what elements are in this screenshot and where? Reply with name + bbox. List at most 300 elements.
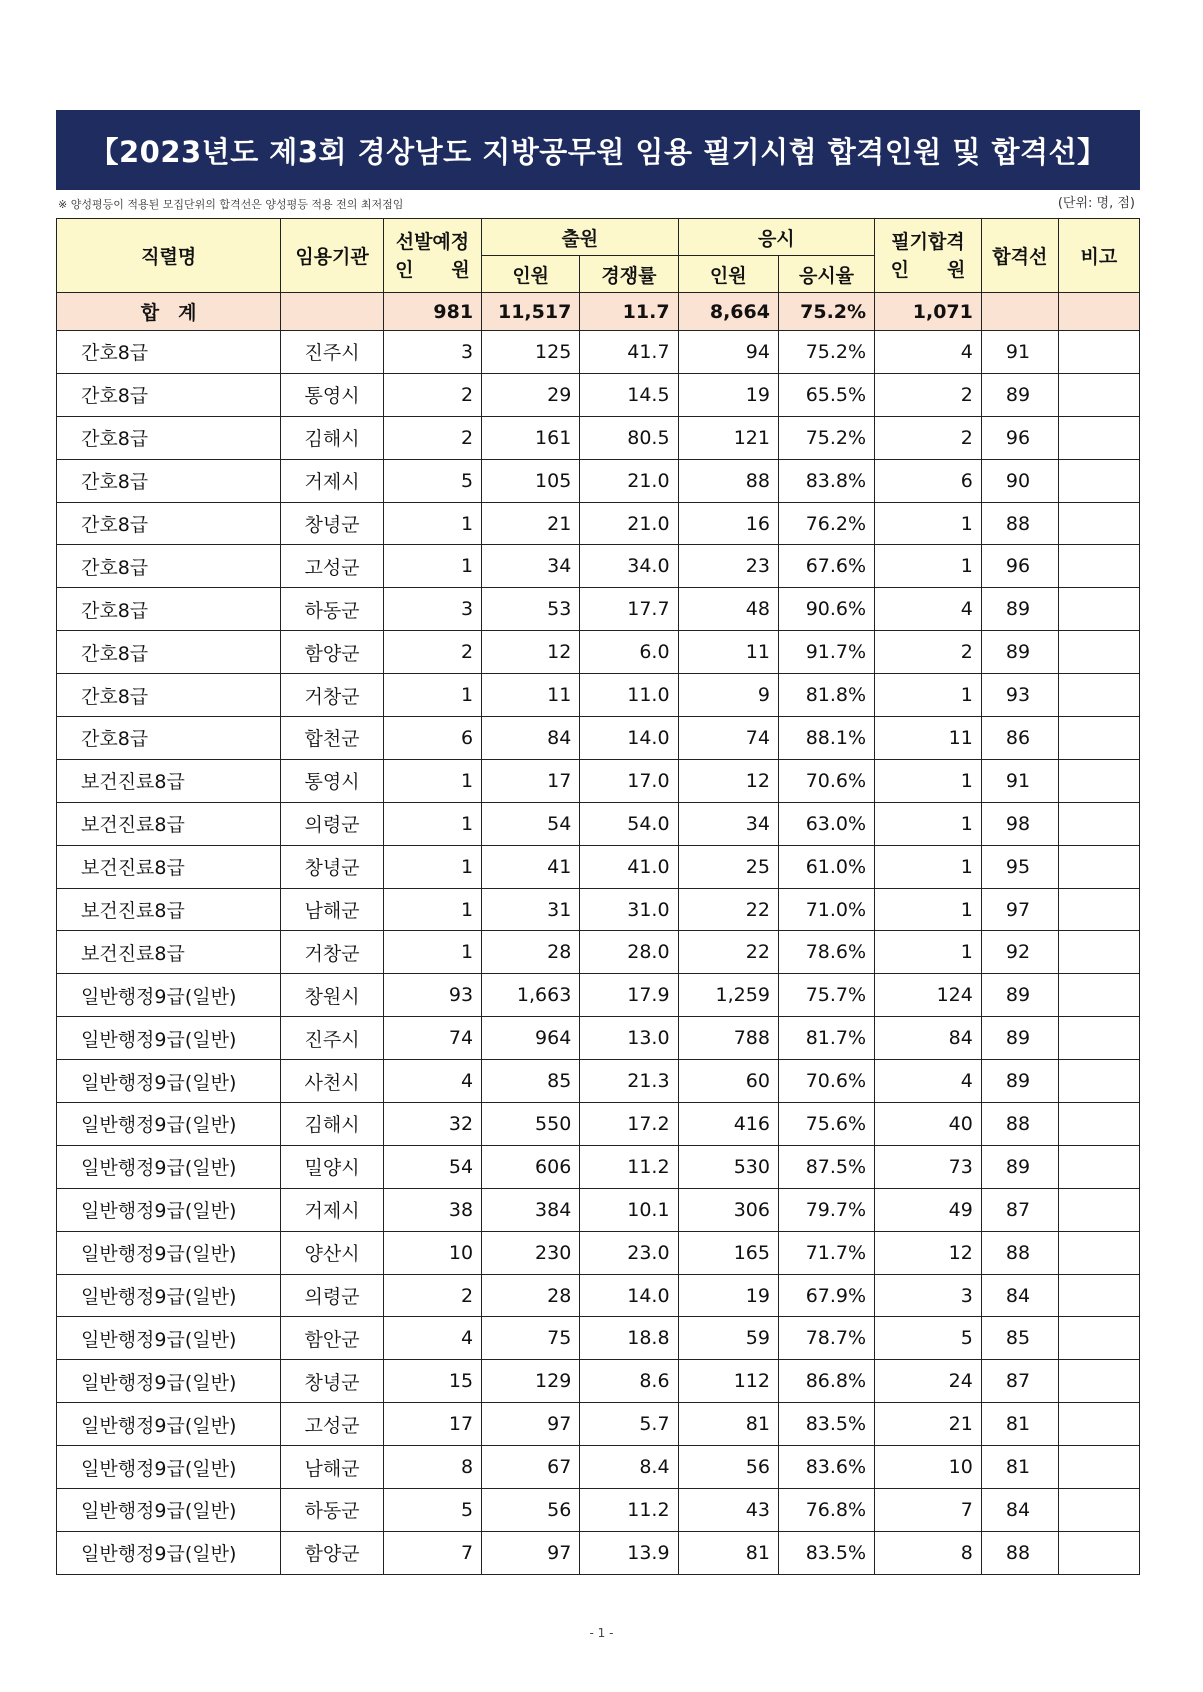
table-row: [57, 974, 1140, 1017]
cell-remarks: [1058, 802, 1139, 845]
cell-took: 11: [678, 631, 778, 674]
cell-passed: 1: [875, 545, 982, 588]
cell-took-rate: 87.5%: [778, 1145, 874, 1188]
cell-took-rate: 83.5%: [778, 1531, 874, 1574]
header-remarks: 비고: [1058, 219, 1139, 293]
cell-agency: 거제시: [281, 459, 384, 502]
cell-planned: 2: [383, 631, 481, 674]
cell-remarks: [1058, 373, 1139, 416]
cell-remarks: [1058, 1231, 1139, 1274]
cell-agency: 거창군: [281, 674, 384, 717]
cell-remarks: [1058, 1103, 1139, 1146]
cell-cutoff: 81: [981, 1446, 1058, 1489]
cell-passed: 1: [875, 674, 982, 717]
page-title: 【2023년도 제3회 경상남도 지방공무원 임용 필기시험 합격인원 및 합격선】: [56, 110, 1140, 190]
cell-competition: 21.0: [580, 459, 678, 502]
cell-took: 306: [678, 1188, 778, 1231]
table-row: [57, 717, 1140, 760]
table-row: [57, 1017, 1140, 1060]
table-row: [57, 759, 1140, 802]
cell-applied: 11: [482, 674, 580, 717]
table-row: [57, 888, 1140, 931]
cell-passed: 8: [875, 1531, 982, 1574]
cell-competition: 17.9: [580, 974, 678, 1017]
footnote: ※ 양성평등이 적용된 모집단위의 합격선은 양성평등 적용 전의 최저점임: [58, 198, 404, 211]
cell-took-rate: 75.7%: [778, 974, 874, 1017]
cell-planned: 17: [383, 1403, 481, 1446]
cell-remarks: [1058, 931, 1139, 974]
total-label: 합 계: [57, 293, 281, 331]
cell-took-rate: 83.6%: [778, 1446, 874, 1489]
cell-planned: 5: [383, 1489, 481, 1532]
cell-agency: 의령군: [281, 1274, 384, 1317]
cell-remarks: [1058, 502, 1139, 545]
unit-label: (단위: 명, 점): [1057, 196, 1135, 211]
cell-position: 일반행정9급(일반): [57, 1489, 281, 1532]
cell-passed: 1: [875, 845, 982, 888]
cell-remarks: [1058, 459, 1139, 502]
cell-agency: 하동군: [281, 588, 384, 631]
cell-cutoff: 89: [981, 631, 1058, 674]
cell-planned: 1: [383, 674, 481, 717]
cell-took: 81: [678, 1403, 778, 1446]
cell-cutoff: 87: [981, 1360, 1058, 1403]
cell-agency: 의령군: [281, 802, 384, 845]
cell-applied: 125: [482, 331, 580, 374]
cell-remarks: [1058, 1188, 1139, 1231]
cell-competition: 14.0: [580, 1274, 678, 1317]
table-row: [57, 545, 1140, 588]
cell-cutoff: 84: [981, 1489, 1058, 1532]
cell-took-rate: 65.5%: [778, 373, 874, 416]
cell-took: 48: [678, 588, 778, 631]
cell-took-rate: 90.6%: [778, 588, 874, 631]
cell-competition: 54.0: [580, 802, 678, 845]
table-row: [57, 931, 1140, 974]
cell-remarks: [1058, 416, 1139, 459]
cell-took: 60: [678, 1060, 778, 1103]
cell-applied: 12: [482, 631, 580, 674]
cell-cutoff: 86: [981, 717, 1058, 760]
cell-applied: 17: [482, 759, 580, 802]
cell-took: 16: [678, 502, 778, 545]
cell-passed: 3: [875, 1274, 982, 1317]
cell-planned: 2: [383, 373, 481, 416]
cell-position: 일반행정9급(일반): [57, 1403, 281, 1446]
cell-took: 9: [678, 674, 778, 717]
cell-remarks: [1058, 631, 1139, 674]
cell-applied: 97: [482, 1531, 580, 1574]
cell-agency: 진주시: [281, 331, 384, 374]
cell-position: 일반행정9급(일반): [57, 1060, 281, 1103]
cell-took-rate: 76.8%: [778, 1489, 874, 1532]
cell-agency: 창녕군: [281, 502, 384, 545]
cell-took: 12: [678, 759, 778, 802]
cell-took-rate: 67.6%: [778, 545, 874, 588]
cell-took: 22: [678, 888, 778, 931]
table-row: [57, 1489, 1140, 1532]
cell-cutoff: 87: [981, 1188, 1058, 1231]
cell-took-rate: 71.7%: [778, 1231, 874, 1274]
cell-applied: 54: [482, 802, 580, 845]
cell-took: 56: [678, 1446, 778, 1489]
cell-cutoff: 88: [981, 1103, 1058, 1146]
cell-took-rate: 88.1%: [778, 717, 874, 760]
cell-took: 88: [678, 459, 778, 502]
cell-took-rate: 81.7%: [778, 1017, 874, 1060]
cell-passed: 84: [875, 1017, 982, 1060]
cell-passed: 11: [875, 717, 982, 760]
cell-passed: 5: [875, 1317, 982, 1360]
cell-position: 보건진료8급: [57, 759, 281, 802]
cell-took: 788: [678, 1017, 778, 1060]
total-took: 8,664: [678, 293, 778, 331]
table-row: [57, 1231, 1140, 1274]
cell-took-rate: 63.0%: [778, 802, 874, 845]
cell-cutoff: 96: [981, 545, 1058, 588]
cell-remarks: [1058, 545, 1139, 588]
cell-remarks: [1058, 717, 1139, 760]
cell-planned: 1: [383, 888, 481, 931]
cell-cutoff: 85: [981, 1317, 1058, 1360]
cell-applied: 84: [482, 717, 580, 760]
cell-applied: 53: [482, 588, 580, 631]
cell-passed: 1: [875, 759, 982, 802]
cell-passed: 40: [875, 1103, 982, 1146]
cell-took: 1,259: [678, 974, 778, 1017]
table-row: [57, 588, 1140, 631]
header-applied-count: 인원: [482, 256, 580, 293]
cell-applied: 28: [482, 931, 580, 974]
cell-remarks: [1058, 759, 1139, 802]
cell-passed: 1: [875, 802, 982, 845]
cell-planned: 6: [383, 717, 481, 760]
cell-remarks: [1058, 331, 1139, 374]
cell-took-rate: 83.8%: [778, 459, 874, 502]
cell-applied: 29: [482, 373, 580, 416]
cell-planned: 10: [383, 1231, 481, 1274]
cell-remarks: [1058, 674, 1139, 717]
cell-remarks: [1058, 845, 1139, 888]
cell-competition: 5.7: [580, 1403, 678, 1446]
cell-position: 일반행정9급(일반): [57, 1145, 281, 1188]
table-row: [57, 1360, 1140, 1403]
cell-remarks: [1058, 1531, 1139, 1574]
cell-agency: 진주시: [281, 1017, 384, 1060]
cell-position: 간호8급: [57, 631, 281, 674]
cell-competition: 41.7: [580, 331, 678, 374]
header-planned: [383, 219, 481, 293]
cell-agency: 하동군: [281, 1489, 384, 1532]
cell-applied: 161: [482, 416, 580, 459]
table-row: [57, 331, 1140, 374]
table-row: [57, 845, 1140, 888]
cell-position: 간호8급: [57, 373, 281, 416]
cell-competition: 17.2: [580, 1103, 678, 1146]
cell-cutoff: 95: [981, 845, 1058, 888]
cell-took: 22: [678, 931, 778, 974]
cell-took-rate: 78.6%: [778, 931, 874, 974]
cell-remarks: [1058, 1489, 1139, 1532]
cell-remarks: [1058, 1060, 1139, 1103]
cell-cutoff: 93: [981, 674, 1058, 717]
cell-competition: 14.0: [580, 717, 678, 760]
cell-agency: 김해시: [281, 416, 384, 459]
header-passed-line2: 인 원: [890, 258, 966, 281]
total-remarks: [1058, 293, 1139, 331]
cell-cutoff: 88: [981, 502, 1058, 545]
cell-agency: 창녕군: [281, 845, 384, 888]
cell-passed: 21: [875, 1403, 982, 1446]
cell-passed: 1: [875, 502, 982, 545]
cell-competition: 31.0: [580, 888, 678, 931]
header-cutoff: 합격선: [981, 219, 1058, 293]
total-agency: [281, 293, 384, 331]
cell-passed: 1: [875, 888, 982, 931]
cell-took: 19: [678, 1274, 778, 1317]
cell-passed: 73: [875, 1145, 982, 1188]
cell-agency: 함양군: [281, 631, 384, 674]
cell-remarks: [1058, 1274, 1139, 1317]
cell-applied: 230: [482, 1231, 580, 1274]
cell-agency: 창원시: [281, 974, 384, 1017]
cell-planned: 54: [383, 1145, 481, 1188]
table-row: [57, 416, 1140, 459]
cell-applied: 75: [482, 1317, 580, 1360]
cell-applied: 964: [482, 1017, 580, 1060]
cell-competition: 41.0: [580, 845, 678, 888]
header-took-count: 인원: [678, 256, 778, 293]
cell-cutoff: 89: [981, 974, 1058, 1017]
cell-competition: 11.2: [580, 1489, 678, 1532]
cell-took: 112: [678, 1360, 778, 1403]
cell-took: 165: [678, 1231, 778, 1274]
cell-passed: 124: [875, 974, 982, 1017]
cell-competition: 28.0: [580, 931, 678, 974]
table-row: [57, 1103, 1140, 1146]
cell-planned: 8: [383, 1446, 481, 1489]
cell-planned: 7: [383, 1531, 481, 1574]
cell-planned: 32: [383, 1103, 481, 1146]
cell-position: 일반행정9급(일반): [57, 1446, 281, 1489]
table-row: [57, 1317, 1140, 1360]
total-applied: 11,517: [482, 293, 580, 331]
table-row: [57, 1403, 1140, 1446]
cell-took: 530: [678, 1145, 778, 1188]
header-applied: 출원: [482, 219, 679, 256]
cell-applied: 550: [482, 1103, 580, 1146]
cell-agency: 함양군: [281, 1531, 384, 1574]
cell-took-rate: 70.6%: [778, 759, 874, 802]
cell-remarks: [1058, 1403, 1139, 1446]
header-planned-line2: 인 원: [395, 258, 470, 281]
cell-cutoff: 97: [981, 888, 1058, 931]
cell-took-rate: 75.6%: [778, 1103, 874, 1146]
cell-took: 121: [678, 416, 778, 459]
cell-passed: 2: [875, 416, 982, 459]
table-row: [57, 1446, 1140, 1489]
header-took: 응시: [678, 219, 875, 256]
header-position: 직렬명: [57, 219, 281, 293]
cell-took-rate: 75.2%: [778, 416, 874, 459]
cell-position: 일반행정9급(일반): [57, 1531, 281, 1574]
cell-position: 일반행정9급(일반): [57, 1231, 281, 1274]
cell-position: 간호8급: [57, 416, 281, 459]
cell-competition: 21.3: [580, 1060, 678, 1103]
cell-took-rate: 79.7%: [778, 1188, 874, 1231]
cell-took: 81: [678, 1531, 778, 1574]
cell-position: 일반행정9급(일반): [57, 974, 281, 1017]
cell-planned: 5: [383, 459, 481, 502]
cell-cutoff: 88: [981, 1531, 1058, 1574]
total-row: [57, 293, 1140, 331]
cell-planned: 93: [383, 974, 481, 1017]
header-agency: 임용기관: [281, 219, 384, 293]
cell-cutoff: 98: [981, 802, 1058, 845]
cell-planned: 15: [383, 1360, 481, 1403]
cell-cutoff: 91: [981, 331, 1058, 374]
cell-remarks: [1058, 588, 1139, 631]
cell-passed: 2: [875, 373, 982, 416]
cell-took: 59: [678, 1317, 778, 1360]
cell-took-rate: 75.2%: [778, 331, 874, 374]
table-row: [57, 1060, 1140, 1103]
cell-position: 간호8급: [57, 717, 281, 760]
cell-agency: 창녕군: [281, 1360, 384, 1403]
cell-agency: 통영시: [281, 759, 384, 802]
cell-competition: 11.0: [580, 674, 678, 717]
cell-remarks: [1058, 1145, 1139, 1188]
cell-took: 74: [678, 717, 778, 760]
cell-planned: 1: [383, 545, 481, 588]
table-row: [57, 1188, 1140, 1231]
cell-took-rate: 70.6%: [778, 1060, 874, 1103]
cell-took: 43: [678, 1489, 778, 1532]
cell-passed: 6: [875, 459, 982, 502]
cell-planned: 1: [383, 502, 481, 545]
cell-position: 보건진료8급: [57, 802, 281, 845]
header-passed-line1: 필기합격: [891, 230, 965, 253]
cell-competition: 13.0: [580, 1017, 678, 1060]
cell-passed: 1: [875, 931, 982, 974]
header-competition: 경쟁률: [580, 256, 678, 293]
table-row: [57, 631, 1140, 674]
cell-took-rate: 76.2%: [778, 502, 874, 545]
cell-took-rate: 86.8%: [778, 1360, 874, 1403]
cell-applied: 129: [482, 1360, 580, 1403]
page-number: - 1 -: [589, 1626, 614, 1640]
cell-applied: 606: [482, 1145, 580, 1188]
cell-took: 19: [678, 373, 778, 416]
results-table: [56, 218, 1140, 1575]
cell-took-rate: 67.9%: [778, 1274, 874, 1317]
cell-cutoff: 89: [981, 1017, 1058, 1060]
cell-position: 간호8급: [57, 674, 281, 717]
cell-agency: 김해시: [281, 1103, 384, 1146]
cell-cutoff: 89: [981, 373, 1058, 416]
header-took-rate: 응시율: [778, 256, 874, 293]
cell-took-rate: 78.7%: [778, 1317, 874, 1360]
cell-competition: 18.8: [580, 1317, 678, 1360]
cell-applied: 21: [482, 502, 580, 545]
table-row: [57, 674, 1140, 717]
cell-applied: 384: [482, 1188, 580, 1231]
table-row: [57, 373, 1140, 416]
cell-agency: 거제시: [281, 1188, 384, 1231]
cell-competition: 17.0: [580, 759, 678, 802]
cell-agency: 거창군: [281, 931, 384, 974]
cell-cutoff: 92: [981, 931, 1058, 974]
cell-cutoff: 90: [981, 459, 1058, 502]
cell-passed: 12: [875, 1231, 982, 1274]
cell-planned: 1: [383, 845, 481, 888]
cell-competition: 34.0: [580, 545, 678, 588]
cell-agency: 양산시: [281, 1231, 384, 1274]
cell-passed: 10: [875, 1446, 982, 1489]
table-row: [57, 459, 1140, 502]
cell-applied: 34: [482, 545, 580, 588]
cell-applied: 28: [482, 1274, 580, 1317]
cell-remarks: [1058, 1017, 1139, 1060]
cell-passed: 24: [875, 1360, 982, 1403]
cell-agency: 사천시: [281, 1060, 384, 1103]
cell-agency: 밀양시: [281, 1145, 384, 1188]
header-passed: [875, 219, 982, 293]
cell-planned: 1: [383, 759, 481, 802]
cell-position: 일반행정9급(일반): [57, 1103, 281, 1146]
cell-applied: 56: [482, 1489, 580, 1532]
cell-took-rate: 91.7%: [778, 631, 874, 674]
cell-competition: 80.5: [580, 416, 678, 459]
cell-position: 간호8급: [57, 502, 281, 545]
cell-cutoff: 89: [981, 588, 1058, 631]
cell-agency: 합천군: [281, 717, 384, 760]
cell-competition: 13.9: [580, 1531, 678, 1574]
cell-position: 간호8급: [57, 331, 281, 374]
cell-applied: 85: [482, 1060, 580, 1103]
cell-competition: 11.2: [580, 1145, 678, 1188]
total-cutoff: [981, 293, 1058, 331]
cell-agency: 고성군: [281, 545, 384, 588]
cell-took-rate: 61.0%: [778, 845, 874, 888]
cell-planned: 74: [383, 1017, 481, 1060]
table-row: [57, 1531, 1140, 1574]
cell-agency: 함안군: [281, 1317, 384, 1360]
cell-planned: 38: [383, 1188, 481, 1231]
cell-took-rate: 81.8%: [778, 674, 874, 717]
cell-competition: 8.4: [580, 1446, 678, 1489]
cell-agency: 남해군: [281, 888, 384, 931]
cell-cutoff: 89: [981, 1060, 1058, 1103]
cell-competition: 10.1: [580, 1188, 678, 1231]
cell-position: 일반행정9급(일반): [57, 1188, 281, 1231]
cell-took-rate: 83.5%: [778, 1403, 874, 1446]
cell-planned: 1: [383, 802, 481, 845]
cell-passed: 4: [875, 588, 982, 631]
cell-took-rate: 71.0%: [778, 888, 874, 931]
cell-remarks: [1058, 888, 1139, 931]
cell-position: 일반행정9급(일반): [57, 1317, 281, 1360]
cell-cutoff: 89: [981, 1145, 1058, 1188]
cell-position: 보건진료8급: [57, 845, 281, 888]
cell-passed: 4: [875, 1060, 982, 1103]
cell-competition: 6.0: [580, 631, 678, 674]
cell-applied: 105: [482, 459, 580, 502]
table-row: [57, 502, 1140, 545]
cell-position: 간호8급: [57, 459, 281, 502]
cell-passed: 49: [875, 1188, 982, 1231]
cell-competition: 21.0: [580, 502, 678, 545]
